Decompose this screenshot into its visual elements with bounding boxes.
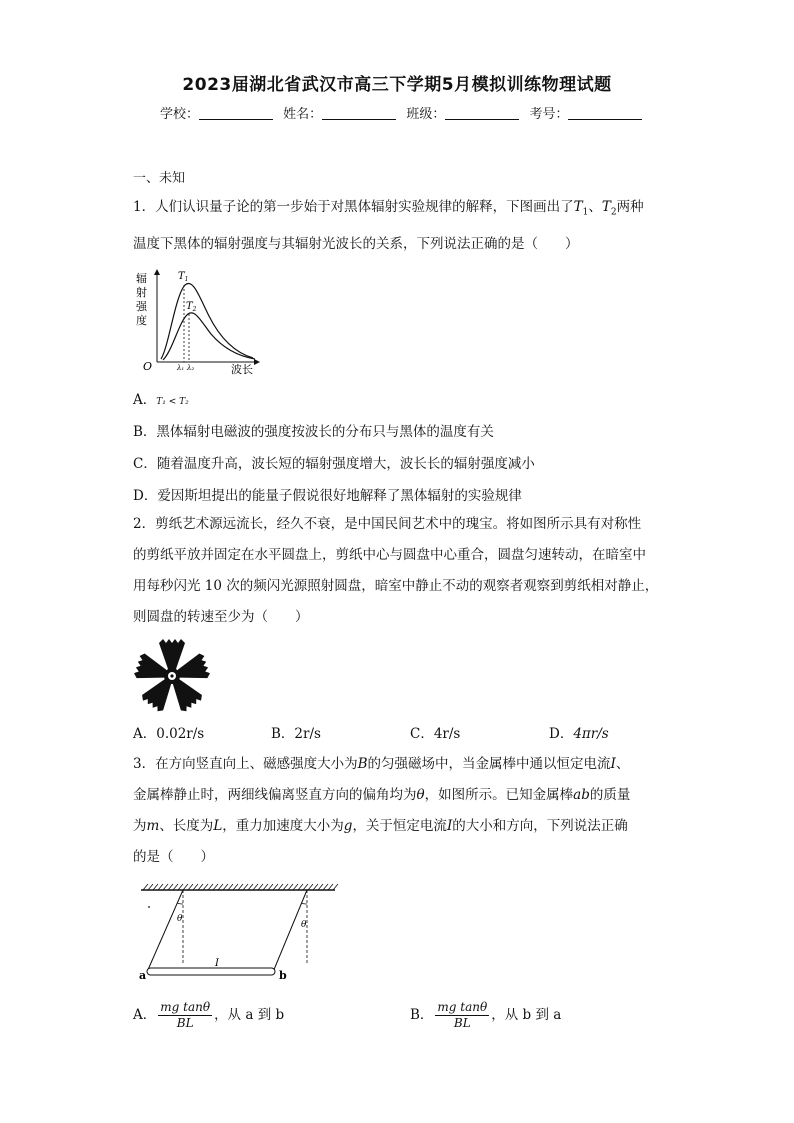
q2-line-3: 用每秒闪光 10 次的频闪光源照射圆盘，暗室中静止不动的观察者观察到剪纸相对静止， <box>133 578 659 594</box>
svg-text:度: 度 <box>136 314 147 327</box>
exam-number-field <box>529 103 642 122</box>
q1-option-c[interactable]: C．随着温度升高，波长短的辐射强度增大，波长长的辐射强度减小 <box>133 456 535 472</box>
school-field <box>160 103 273 122</box>
exam-number-blank[interactable] <box>568 107 642 120</box>
q3-line-3: 为m、长度为L，重力加速度大小为g，关于恒定电流I的大小和方向，下列说法正确 <box>133 818 628 834</box>
q2-line-4: 则圆盘的转速至少为（ ） <box>133 609 309 625</box>
section-title: 一、未知 <box>133 171 186 186</box>
svg-text:辐: 辐 <box>136 272 147 285</box>
q1-stem <box>133 192 673 260</box>
school-blank[interactable] <box>199 107 273 120</box>
name-label: 姓名： <box>283 107 323 122</box>
q1-y-label <box>136 272 148 327</box>
q1-option-b[interactable]: B．黑体辐射电磁波的强度按波长的分布只与黑体的温度有关 <box>133 424 494 440</box>
q3-option-a[interactable]: A． $\frac{\text{mg tanθ}}{BL}$ ，从 a 到 b <box>133 1000 285 1030</box>
name-blank[interactable] <box>322 107 396 120</box>
q2-paper-cut-figure <box>131 636 213 716</box>
q3-right-thread <box>273 890 307 972</box>
student-info-line <box>160 103 648 122</box>
q2-line-2: 的剪纸平放并固定在水平圆盘上，剪纸中心与圆盘中心重合，圆盘匀速转动，在暗室中 <box>133 547 646 563</box>
q1-curve-t1 <box>161 283 253 359</box>
q3-current-label: I <box>215 958 219 969</box>
q1-lambda2-label: λ₂ <box>187 364 195 372</box>
q3-right-angle-arc <box>301 903 307 904</box>
q1-x-label: 波长 <box>231 363 253 376</box>
class-field <box>406 103 519 122</box>
q3-end-a-label: a <box>139 969 147 982</box>
q1-t1-label: $T_1$ <box>178 271 189 283</box>
q1-line-2: 温度下黑体的辐射强度与其辐射光波长的关系，下列说法正确的是（ ） <box>133 235 579 252</box>
paper-cut-petal <box>159 639 185 669</box>
q2-option-a[interactable]: A．0.02r/s <box>133 726 205 742</box>
q3-stem <box>133 749 673 873</box>
q1-lambda1-label: λ₁ <box>177 364 185 372</box>
class-blank[interactable] <box>445 107 519 120</box>
q3-line-2: 金属棒静止时，两细线偏离竖直方向的偏角均为θ，如图所示。已知金属棒ab的质量 <box>133 787 631 803</box>
exam-number-label: 考号： <box>529 107 569 122</box>
q3-left-theta: θ <box>177 914 183 924</box>
svg-text:射: 射 <box>136 286 147 299</box>
q2-option-c[interactable]: C．4r/s <box>410 726 461 742</box>
q1-t2-label: $T_2$ <box>186 301 197 313</box>
q3-left-thread <box>147 890 183 972</box>
q3-option-a-fraction: $\frac{\text{mg tanθ}}{BL}$ <box>160 1000 211 1030</box>
name-field <box>283 103 396 122</box>
q3-end-b-label: b <box>279 969 287 982</box>
q3-left-angle-arc <box>177 903 183 904</box>
q3-metal-rod <box>147 968 275 975</box>
school-label: 学校： <box>160 107 200 122</box>
q3-metal-rod-figure <box>135 879 340 984</box>
svg-text:强: 强 <box>136 300 147 313</box>
q3-line-4: 的是（ ） <box>133 849 214 865</box>
q3-option-b-fraction: $\frac{\text{mg tanθ}}{BL}$ <box>437 1000 488 1030</box>
q3-ceiling-hatch <box>143 884 338 890</box>
q2-option-d[interactable]: D．4πr/s <box>549 726 609 742</box>
page-title: 2023届湖北省武汉市高三下学期5月模拟训练物理试题 <box>182 75 612 95</box>
q3-right-theta: θ <box>301 920 307 930</box>
q2-stem <box>133 509 673 633</box>
q3-option-b[interactable]: B． $\frac{\text{mg tanθ}}{BL}$ ，从 b 到 a <box>410 1000 562 1030</box>
q3-line-1: 3．在方向竖直向上、磁感强度大小为B的匀强磁场中，当金属棒中通以恒定电流I、 <box>133 756 630 772</box>
q1-line-1: 1．人们认识量子论的第一步始于对黑体辐射实验规律的解释，下图画出了$T_1$、$T_2$两种 <box>133 199 644 218</box>
class-label: 班级： <box>406 107 446 122</box>
q1-origin-label: O <box>143 360 153 373</box>
q1-option-a[interactable]: A．T₁ < T₂ <box>133 392 189 408</box>
q2-option-b[interactable]: B．2r/s <box>271 726 321 742</box>
q1-option-d[interactable]: D．爱因斯坦提出的能量子假说很好地解释了黑体辐射的实验规律 <box>133 488 522 504</box>
q2-line-1: 2．剪纸艺术源远流长，经久不衰，是中国民间艺术中的瑰宝。将如图所示具有对称性 <box>133 516 642 532</box>
q1-blackbody-figure <box>133 266 263 376</box>
